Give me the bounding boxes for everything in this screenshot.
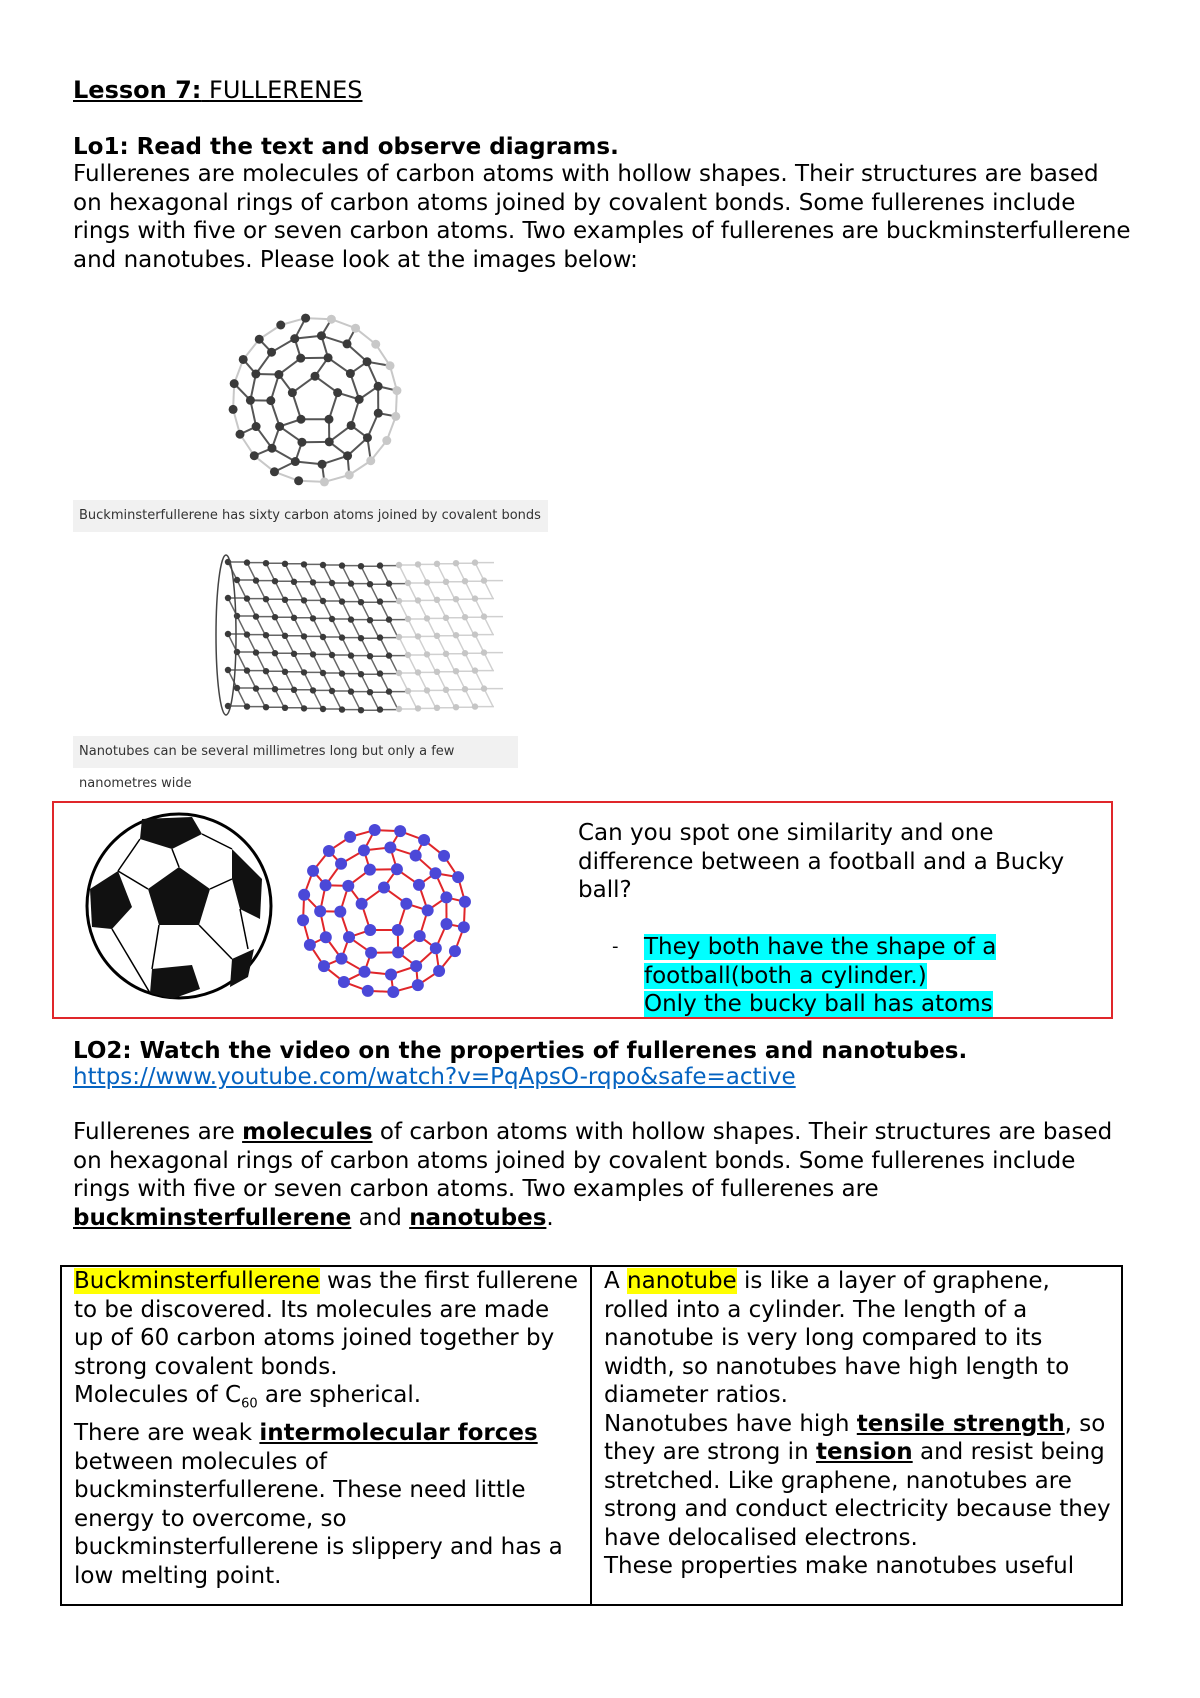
left-text-1: was the first fullerene to be discovered. Its molecules are made up of 60 carbon atoms joined together by strong covalent bonds. [74,1268,578,1380]
question-text: Can you spot one similarity and one difference between a football and a Bucky ball? [578,820,1065,903]
answer-line-3: Only the bucky ball has atoms [644,991,993,1017]
answer-text [644,933,1054,1017]
lo1-section [73,134,1133,274]
title-prefix: Lesson 7: [73,76,202,104]
right-text-4: and resist being stretched. Like graphene, nanotubes are strong and conduct electricity because they have delocalised electrons. [604,1439,1111,1551]
table-cell-buckminsterfullerene [62,1267,592,1604]
lo2-heading: LO2: Watch the video on the properties of fullerenes and nanotubes. [73,1038,968,1064]
comparison-table [60,1265,1123,1606]
bucky-caption: Buckminsterfullerene has sixty carbon atoms joined by covalent bonds [73,500,548,532]
left-subscript: 60 [241,1396,258,1412]
term-tensile-strength: tensile strength [856,1410,1065,1437]
page-title [73,76,362,104]
lo2-text-1: Fullerenes are [73,1119,243,1145]
right-text-1: is like a layer of graphene, rolled into a cylinder. The length of a nanotube is very long compared to its width, so nanotubes have high length to diameter ratios. [604,1268,1070,1408]
right-text-2: Nanotubes have high [604,1410,857,1437]
highlight-buckminsterfullerene: Buckminsterfullerene [74,1268,320,1294]
term-buckminsterfullerene: buckminsterfullerene [73,1204,352,1231]
lo2-section [73,1038,1133,1232]
lo2-text-3: and [351,1204,410,1231]
lo2-text-2: of carbon atoms with hollow shapes. Their structures are based on hexagonal rings of carbon atoms joined by covalent bonds. Some fullerenes include rings with five or seven carbon atoms. Two examples of fullerenes are [73,1119,1113,1202]
football-image [82,809,276,1003]
left-text-5: between molecules of buckminsterfullerene. These need little energy to overcome, so buckminsterfullerene is slippery and has a low melting point. [74,1448,563,1589]
term-nanotubes: nanotubes [409,1204,547,1231]
answer-line-1: They both have the shape of a [644,934,997,960]
term-tension: tension [815,1439,913,1465]
answer-line-2: football(both a cylinder.) [644,962,927,989]
question-box [52,801,1113,1019]
table-cell-nanotube [592,1267,1121,1604]
answer-area[interactable] [612,933,1082,1017]
left-text-4: There are weak [74,1420,260,1447]
buckminsterfullerene-diagram [215,305,415,495]
lo2-text-4: . [546,1204,554,1231]
left-text-2: Molecules of C [74,1382,242,1408]
lo2-paragraph [73,1118,1133,1232]
left-text-3: are spherical. [257,1382,422,1408]
right-text-3: , so they are strong in [604,1410,1106,1465]
term-molecules: molecules [242,1119,373,1145]
term-intermolecular-forces: intermolecular forces [259,1420,538,1447]
nanotube-caption: Nanotubes can be several millimetres long but only a few nanometres wide [73,736,518,768]
highlight-nanotube: nanotube [627,1268,737,1294]
lo1-paragraph: Fullerenes are molecules of carbon atoms with hollow shapes. Their structures are based on hexagonal rings of carbon atoms joined by covalent bonds. Some fullerenes include rings with five or seven carbon atoms. Two examples of fullerenes are buckminsterfullerene and nanotubes. Please look at the images below: [73,161,1131,273]
nanotube-diagram [210,540,510,730]
bucky-ball-model [294,821,474,1001]
title-main: FULLERENES [209,76,363,104]
right-text-5: These properties make nanotubes useful [604,1553,1075,1579]
right-text-0: A [604,1268,628,1294]
video-link[interactable]: https://www.youtube.com/watch?v=PqApsO-rqpo&safe=active [73,1064,796,1090]
lo1-heading: Lo1: Read the text and observe diagrams. [73,134,619,160]
answer-bullet: - [612,936,619,957]
